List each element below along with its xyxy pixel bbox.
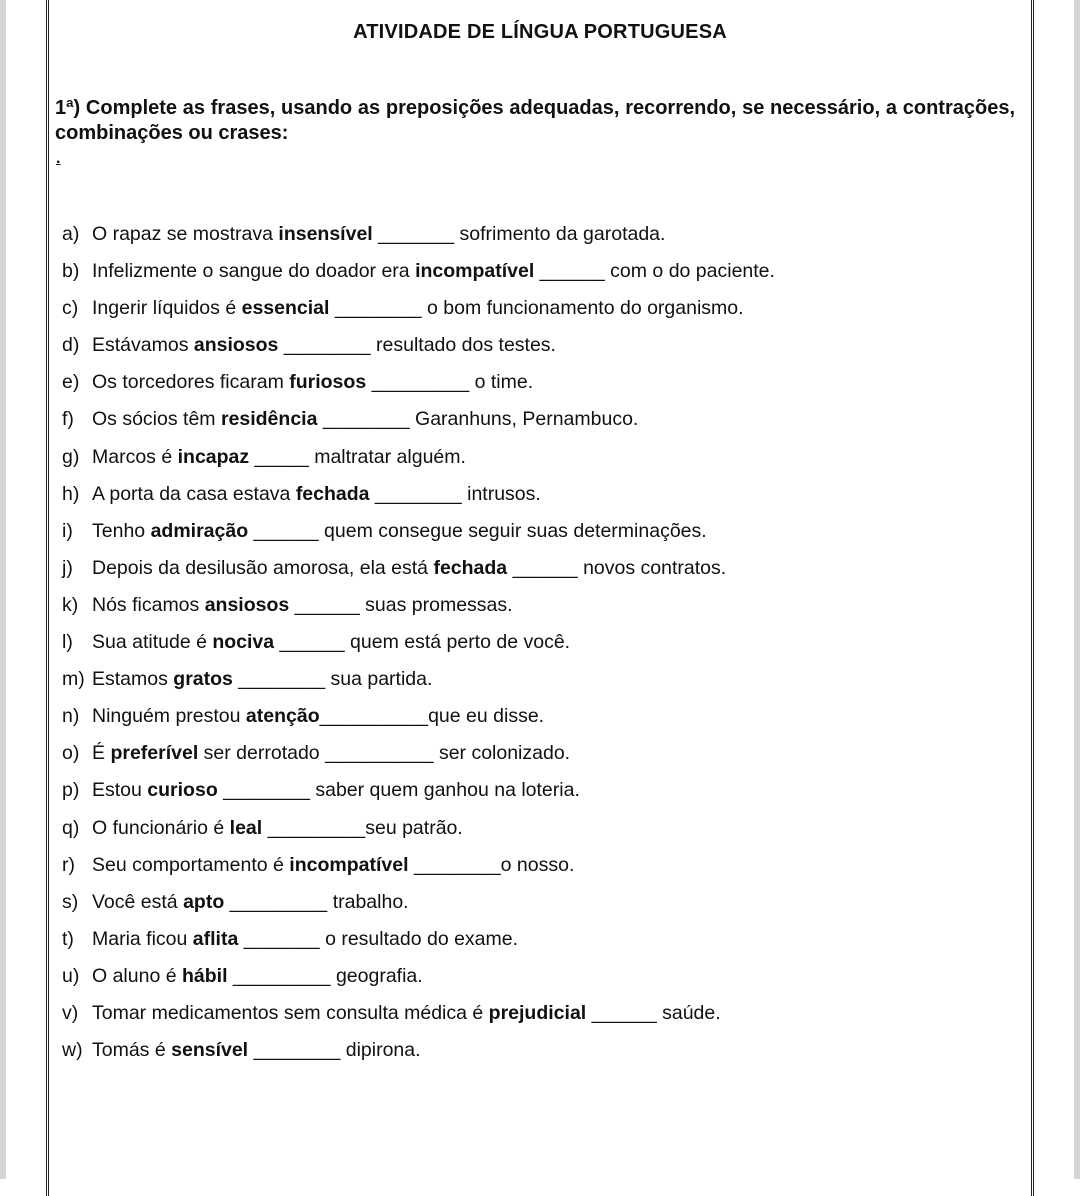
item-blank[interactable]: ________: [278, 334, 377, 357]
item-letter: r): [62, 853, 75, 876]
item-keyword: fechada: [295, 482, 370, 505]
item-letter: j): [62, 556, 73, 579]
exercise-item: [62, 1036, 1022, 1073]
item-blank[interactable]: ________: [408, 853, 501, 876]
item-text-after: saúde.: [662, 1001, 721, 1024]
item-keyword: fechada: [433, 556, 508, 579]
item-text-after: quem está perto de você.: [350, 631, 571, 654]
exercise-item: [62, 591, 1022, 628]
item-keyword: preferível: [110, 742, 199, 765]
item-blank[interactable]: ______: [274, 631, 351, 654]
item-text-after: Garanhuns, Pernambuco.: [415, 408, 639, 431]
item-text-after: geografia.: [335, 964, 423, 987]
scroll-edge-left: [0, 0, 6, 1179]
item-letter: d): [62, 334, 80, 357]
item-blank[interactable]: ser derrotado __________: [198, 742, 439, 765]
stray-marker: .: [56, 150, 61, 167]
item-sentence: [92, 517, 707, 554]
item-letter: m): [62, 668, 85, 691]
item-blank[interactable]: ________: [317, 408, 416, 431]
item-text-before: Ingerir líquidos é: [92, 297, 242, 320]
item-letter: c): [62, 297, 79, 320]
item-blank[interactable]: ______: [248, 519, 325, 542]
exercise-item: [62, 368, 1022, 405]
item-keyword: prejudicial: [488, 1001, 587, 1024]
item-letter: t): [62, 927, 74, 950]
item-sentence: [92, 851, 574, 888]
item-blank[interactable]: ______: [507, 556, 584, 579]
item-text-before: Estamos: [92, 668, 174, 691]
item-sentence: [92, 628, 570, 665]
exercise-item: [62, 888, 1022, 925]
exercise-item: [62, 851, 1022, 888]
item-sentence: [92, 776, 580, 813]
item-blank[interactable]: ______: [289, 593, 366, 616]
item-keyword: aflita: [192, 927, 239, 950]
item-text-after: trabalho.: [332, 890, 409, 913]
item-blank[interactable]: _____: [249, 445, 315, 468]
item-text-before: O funcionário é: [92, 816, 230, 839]
item-blank[interactable]: ________: [232, 668, 331, 691]
item-text-before: Infelizmente o sangue do doador era: [92, 260, 416, 283]
item-text-before: Sua atitude é: [92, 631, 213, 654]
item-text-before: É: [92, 742, 111, 765]
item-sentence: [92, 554, 726, 591]
item-text-before: O rapaz se mostrava: [92, 223, 279, 245]
item-keyword: furiosos: [289, 371, 367, 394]
item-letter: q): [62, 816, 80, 839]
item-letter: u): [62, 964, 80, 987]
exercise-item: [62, 962, 1022, 999]
exercise-item: [62, 739, 1022, 776]
item-sentence: [92, 591, 513, 628]
item-sentence: [92, 999, 721, 1036]
item-sentence: [92, 294, 744, 331]
item-sentence: [92, 220, 665, 257]
item-letter: g): [62, 445, 80, 468]
item-keyword: gratos: [173, 668, 233, 691]
item-keyword: admiração: [150, 519, 249, 542]
item-sentence: [92, 739, 570, 776]
item-letter: n): [62, 705, 80, 728]
item-letter: b): [62, 260, 80, 283]
item-text-before: Nós ficamos: [92, 593, 205, 616]
item-text-before: Marcos é: [92, 445, 178, 468]
item-text-after: resultado dos testes.: [376, 334, 556, 357]
exercise-item: [62, 220, 1022, 257]
item-sentence: [92, 480, 541, 517]
exercise-item: [62, 554, 1022, 591]
item-letter: f): [62, 408, 74, 431]
exercise-item: [62, 925, 1022, 962]
item-sentence: [92, 331, 556, 368]
page-title: ATIVIDADE DE LÍNGUA PORTUGUESA: [353, 21, 727, 43]
item-keyword: hábil: [181, 964, 228, 987]
exercise-item: [62, 331, 1022, 368]
item-text-after: maltratar alguém.: [314, 445, 466, 468]
item-text-after: seu patrão.: [365, 816, 463, 839]
item-text-before: Estávamos: [92, 334, 194, 357]
exercise-item: [62, 443, 1022, 480]
item-keyword: ansiosos: [204, 593, 290, 616]
item-keyword: sensível: [171, 1039, 249, 1062]
item-text-after: o time.: [474, 371, 534, 394]
item-keyword: atenção: [245, 705, 320, 728]
item-letter: e): [62, 371, 80, 394]
item-letter: w): [62, 1039, 83, 1062]
item-text-after: o bom funcionamento do organismo.: [427, 297, 744, 320]
exercise-item: [62, 480, 1022, 517]
exercise-item: [62, 628, 1022, 665]
item-sentence: [92, 665, 432, 702]
item-blank[interactable]: _________: [366, 371, 475, 394]
item-text-before: Você está: [92, 890, 184, 913]
exercise-item: [62, 517, 1022, 554]
scroll-edge-right: [1074, 0, 1080, 1179]
exercise-item: [62, 702, 1022, 739]
item-keyword: incompatível: [415, 260, 535, 283]
item-letter: l): [62, 631, 73, 654]
item-text-before: Os torcedores ficaram: [92, 371, 290, 394]
item-keyword: nociva: [212, 631, 275, 654]
item-text-after: sofrimento da garotada.: [459, 223, 666, 245]
item-text-after: saber quem ganhou na loteria.: [315, 779, 580, 802]
item-text-after: dipirona.: [345, 1039, 421, 1062]
exercise-item: [62, 665, 1022, 702]
item-text-before: Seu comportamento é: [92, 853, 290, 876]
item-text-after: o resultado do exame.: [325, 927, 519, 950]
item-sentence: [92, 368, 533, 405]
item-letter: a): [62, 223, 80, 245]
item-text-after: que eu disse.: [428, 705, 545, 728]
item-blank[interactable]: _________: [262, 816, 366, 839]
item-keyword: apto: [183, 890, 225, 913]
item-text-before: Estou: [92, 779, 148, 802]
item-letter: v): [62, 1001, 79, 1024]
item-letter: o): [62, 742, 80, 765]
item-keyword: incapaz: [177, 445, 250, 468]
item-sentence: [92, 257, 775, 294]
item-keyword: residência: [220, 408, 318, 431]
item-blank[interactable]: ________: [329, 297, 428, 320]
item-text-before: O aluno é: [92, 964, 182, 987]
item-keyword: incompatível: [289, 853, 409, 876]
item-sentence: [92, 925, 518, 962]
item-text-before: Maria ficou: [92, 927, 193, 950]
item-sentence: [92, 1036, 421, 1073]
item-text-after: ser colonizado.: [438, 742, 571, 765]
item-text-after: intrusos.: [467, 482, 541, 505]
item-keyword: essencial: [241, 297, 330, 320]
item-text-after: com o do paciente.: [610, 260, 775, 283]
item-blank[interactable]: ________: [369, 482, 468, 505]
exercise-list: [62, 220, 1022, 1073]
item-sentence: [92, 962, 423, 999]
item-text-after: o nosso.: [500, 853, 575, 876]
item-text-before: Ninguém prestou: [92, 705, 246, 728]
item-text-before: Tenho: [92, 519, 151, 542]
item-text-before: Tomás é: [92, 1039, 172, 1062]
item-keyword: insensível: [278, 223, 373, 245]
exercise-item: [62, 405, 1022, 442]
item-letter: k): [62, 593, 79, 616]
item-keyword: leal: [229, 816, 263, 839]
item-letter: p): [62, 779, 80, 802]
item-letter: s): [62, 890, 79, 913]
item-blank[interactable]: ______: [534, 260, 611, 283]
item-blank[interactable]: ________: [248, 1039, 346, 1062]
item-blank[interactable]: _______: [372, 223, 460, 245]
item-blank[interactable]: _______: [238, 927, 326, 950]
item-text-after: suas promessas.: [365, 593, 513, 616]
exercise-item: [62, 294, 1022, 331]
item-text-after: quem consegue seguir suas determinações.: [324, 519, 707, 542]
item-text-before: Os sócios têm: [92, 408, 221, 431]
item-keyword: curioso: [147, 779, 218, 802]
item-sentence: [92, 443, 466, 480]
item-blank[interactable]: ________: [217, 779, 316, 802]
question-prompt: 1ª) Complete as frases, usando as preposições adequadas, recorrendo, se necessário, a contrações, combinações ou crases:: [55, 97, 1015, 144]
exercise-item: [62, 814, 1022, 851]
item-sentence: [92, 405, 638, 442]
item-blank[interactable]: __________: [319, 705, 429, 728]
item-blank[interactable]: _________: [224, 890, 333, 913]
item-text-before: Depois da desilusão amorosa, ela está: [92, 556, 434, 579]
item-text-before: Tomar medicamentos sem consulta médica é: [92, 1001, 489, 1024]
item-text-after: novos contratos.: [583, 556, 727, 579]
item-letter: i): [62, 519, 73, 542]
item-text-before: A porta da casa estava: [92, 482, 296, 505]
item-sentence: [92, 888, 409, 925]
item-sentence: [92, 702, 544, 739]
exercise-item: [62, 257, 1022, 294]
item-sentence: [92, 814, 463, 851]
exercise-item: [62, 776, 1022, 813]
exercise-item: [62, 999, 1022, 1036]
item-text-after: sua partida.: [330, 668, 433, 691]
item-blank[interactable]: _________: [227, 964, 336, 987]
item-blank[interactable]: ______: [586, 1001, 663, 1024]
item-letter: h): [62, 482, 80, 505]
item-keyword: ansiosos: [193, 334, 279, 357]
